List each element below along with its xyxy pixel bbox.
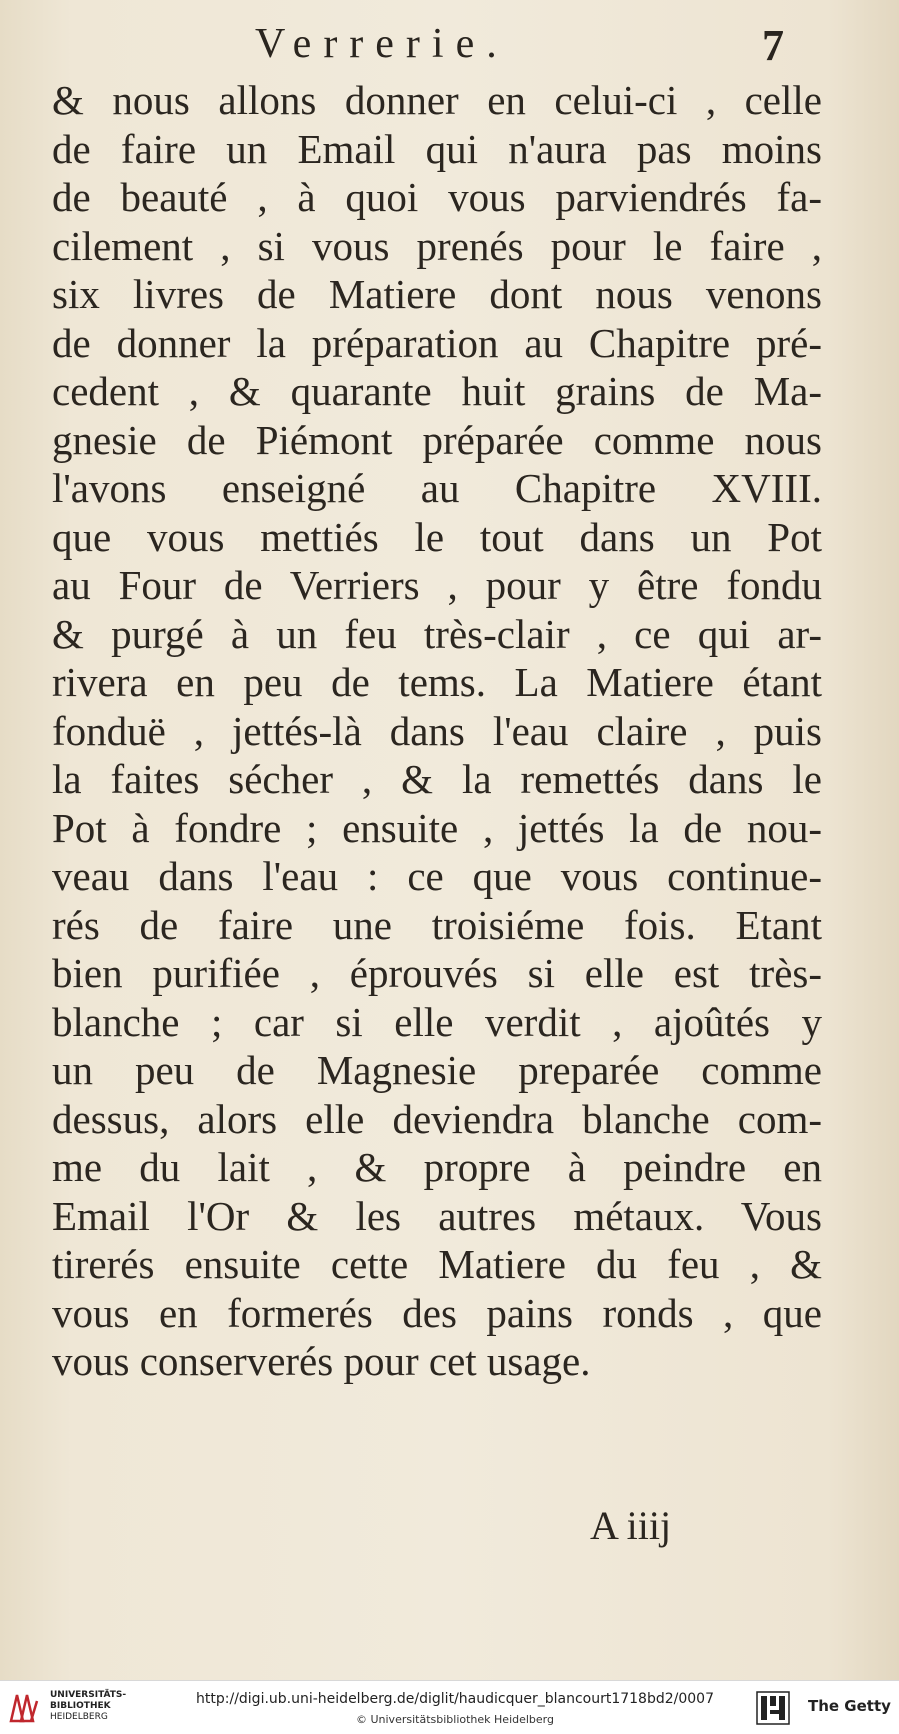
text-line: gnesie de Piémont préparée comme nous bbox=[52, 416, 822, 463]
text-line: un peu de Magnesie preparée comme bbox=[52, 1047, 822, 1093]
text-line: & purgé à un feu très-clair , ce qui ar- bbox=[52, 610, 822, 657]
text-line: l'avons enseigné au Chapitre XVIII. bbox=[52, 465, 822, 511]
getty-logo-icon bbox=[756, 1691, 790, 1725]
text-line: fonduë , jettés-là dans l'eau claire , puis bbox=[52, 707, 822, 754]
text-line: tirerés ensuite cette Matiere du feu , & bbox=[52, 1241, 822, 1287]
text-line: vous conserverés pour cet usage. bbox=[52, 1338, 591, 1384]
running-head bbox=[0, 14, 899, 74]
text-line: dessus, alors elle deviendra blanche com- bbox=[52, 1095, 822, 1142]
text-line: rivera en peu de tems. La Matiere étant bbox=[52, 659, 822, 705]
text-line: veau dans l'eau : ce que vous continue- bbox=[52, 853, 822, 899]
text-line: de donner la préparation au Chapitre pré- bbox=[52, 319, 822, 366]
university-library-logo-icon bbox=[8, 1691, 42, 1725]
library-name bbox=[50, 1690, 126, 1723]
body-text bbox=[52, 76, 822, 1386]
running-head-title: Verrerie. bbox=[255, 21, 509, 67]
text-line: rés de faire une troisiéme fois. Etant bbox=[52, 901, 822, 948]
text-line: que vous mettiés le tout dans un Pot bbox=[52, 513, 822, 560]
text-line: cedent , & quarante huit grains de Ma- bbox=[52, 368, 822, 414]
text-line: de faire un Email qui n'aura pas moins bbox=[52, 125, 822, 172]
text-line: me du lait , & propre à peindre en bbox=[52, 1144, 822, 1190]
text-line: la faites sécher , & la remettés dans le bbox=[52, 756, 822, 802]
library-name-line1: UNIVERSITÄTS- bbox=[50, 1690, 127, 1700]
library-name-line3: HEIDELBERG bbox=[50, 1712, 108, 1722]
text-line: au Four de Verriers , pour y être fondu bbox=[52, 562, 822, 608]
page-number: 7 bbox=[762, 21, 784, 70]
text-line: Pot à fondre ; ensuite , jettés la de nou- bbox=[52, 804, 822, 851]
partner-name: The Getty bbox=[808, 1697, 891, 1715]
text-line: bien purifiée , éprouvés si elle est très- bbox=[52, 950, 822, 996]
signature-mark: A iiij bbox=[590, 1503, 672, 1548]
text-line: six livres de Matiere dont nous venons bbox=[52, 271, 822, 317]
text-line: de beauté , à quoi vous parviendrés fa- bbox=[52, 174, 822, 220]
text-line: Email l'Or & les autres métaux. Vous bbox=[52, 1192, 822, 1239]
text-line: & nous allons donner en celui-ci , celle bbox=[52, 77, 822, 123]
library-name-line2: BIBLIOTHEK bbox=[50, 1701, 111, 1711]
text-line: vous en formerés des pains ronds , que bbox=[52, 1289, 822, 1336]
footer-bar bbox=[0, 1680, 899, 1734]
text-line: cilement , si vous prenés pour le faire , bbox=[52, 222, 822, 269]
copyright-notice: © Universitätsbibliothek Heidelberg bbox=[355, 1713, 554, 1726]
permalink-url[interactable]: http://digi.ub.uni-heidelberg.de/diglit/haudicquer_blancourt1718bd2/0007 bbox=[196, 1691, 714, 1707]
text-line: blanche ; car si elle verdit , ajoûtés y bbox=[52, 998, 822, 1045]
